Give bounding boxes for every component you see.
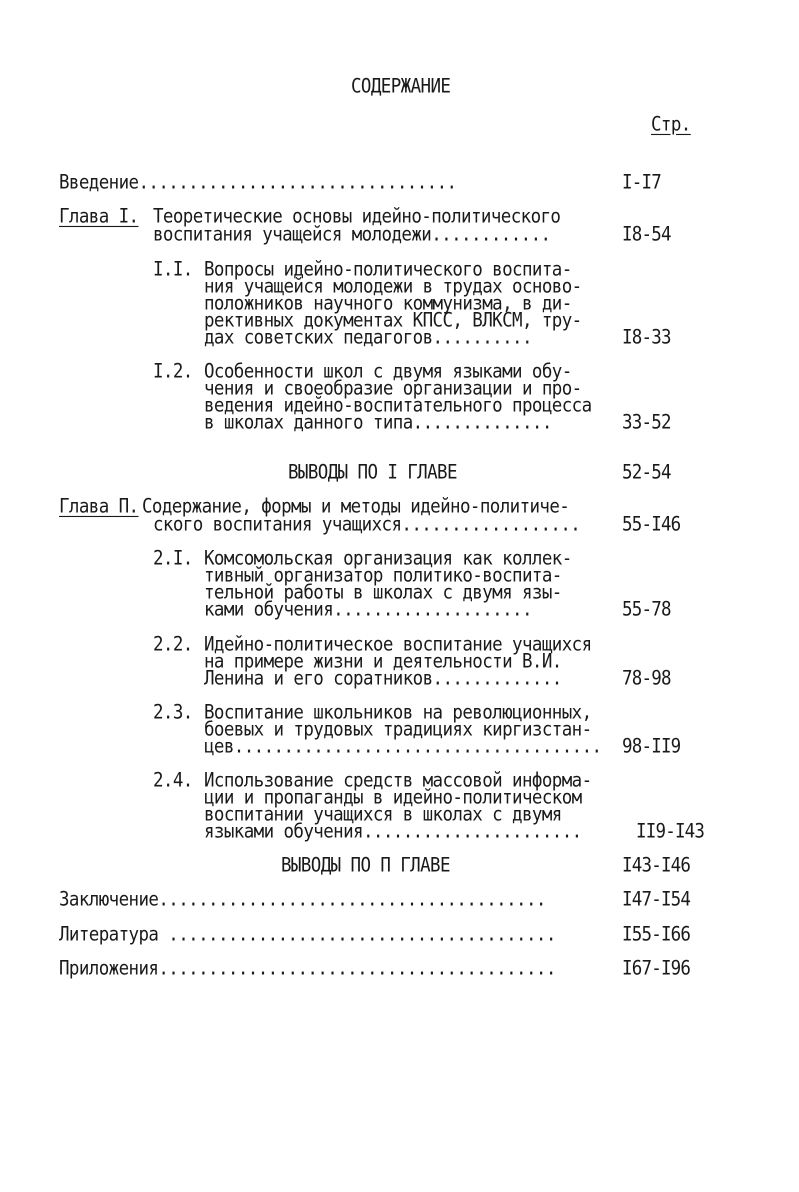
toc-pages: II9-I43 [636,820,705,844]
toc-line: Теоретические основы идейно-политического [153,205,561,229]
toc-line: боевых и трудовых традициях киргизстан- [204,718,592,742]
toc-line: цев..................................... [204,735,602,759]
section-number: 2.I. [153,547,193,571]
section-number: I.2. [153,360,193,384]
toc-line: тивный организатор политико-воспита- [204,564,562,588]
section-number: 2.2. [153,633,193,657]
toc-pages: 55-78 [622,598,671,622]
toc-pages: I43-I46 [622,854,691,878]
toc-pages: I47-I54 [622,888,691,912]
toc-line: ния учащейся молодежи в трудах осново- [204,275,582,299]
toc-pages: 78-98 [622,667,671,691]
toc-line: в школах данного типа.............. [204,411,552,435]
section-number: 2.4. [153,769,193,793]
toc-line: Идейно-политическое воспитание учащихся [204,633,592,657]
toc-pages: I-I7 [622,171,661,195]
toc-pages: I67-I96 [622,957,691,981]
chapter-label: Глава I. [59,205,139,229]
toc-line: Комсомольская организация как коллек- [204,547,572,571]
toc-line: чения и своеобразие организации и про- [204,377,582,401]
toc-line: тельной работы в школах с двумя язы- [204,581,562,605]
toc-line: Использование средств массовой информа- [204,769,592,793]
section-number: I.I. [153,258,193,282]
toc-line: Воспитание школьников на революционных, [204,701,592,725]
toc-line: воспитания учащейся молодежи............ [153,223,551,247]
toc-pages: 52-54 [622,461,671,485]
toc-line: Содержание, формы и методы идейно-политиче- [142,495,570,519]
toc-line: языками обучения...................... [204,820,582,844]
toc-line: на примере жизни и деятельности В.И. [204,650,562,674]
toc-text: Приложения........................................ [59,957,556,981]
toc-line: Особенности школ с двумя языками обу- [204,360,572,384]
toc-line: ского воспитания учащихся.................. [153,513,581,537]
toc-line: рективных документах КПСС, ВЛКСМ, тру- [204,309,582,333]
page-title: СОДЕРЖАНИЕ [351,75,451,99]
toc-line: положников научного коммунизма, в ди- [204,292,572,316]
toc-line: Вопросы идейно-политического воспита- [204,258,572,282]
toc-text: ВЫВОДЫ ПО П ГЛАВЕ [281,854,450,878]
toc-pages: I8-54 [622,223,671,247]
toc-pages: I8-33 [622,326,671,350]
toc-pages: 33-52 [622,411,671,435]
toc-line: дах советских педагогов.......... [204,326,532,350]
toc-line: Ленина и его соратников............. [204,667,562,691]
toc-text: Введение................................ [59,171,457,195]
toc-text: Заключение....................................... [59,888,546,912]
toc-line: ведения идейно-воспитательного процесса [204,394,592,418]
toc-pages: I55-I66 [622,923,691,947]
toc-text: ВЫВОДЫ ПО I ГЛАВЕ [288,461,457,485]
page-column-header: Стр. [651,113,691,137]
toc-line: ции и пропаганды в идейно-политическом [204,786,582,810]
toc-pages: 98-II9 [622,735,681,759]
toc-line: воспитании учащихся в школах с двумя [204,803,562,827]
chapter-label: Глава П. [59,495,139,519]
toc-line: ками обучения.................... [204,598,532,622]
section-number: 2.3. [153,701,193,725]
toc-text: Литература ....................................... [59,923,556,947]
toc-pages: 55-I46 [622,513,681,537]
